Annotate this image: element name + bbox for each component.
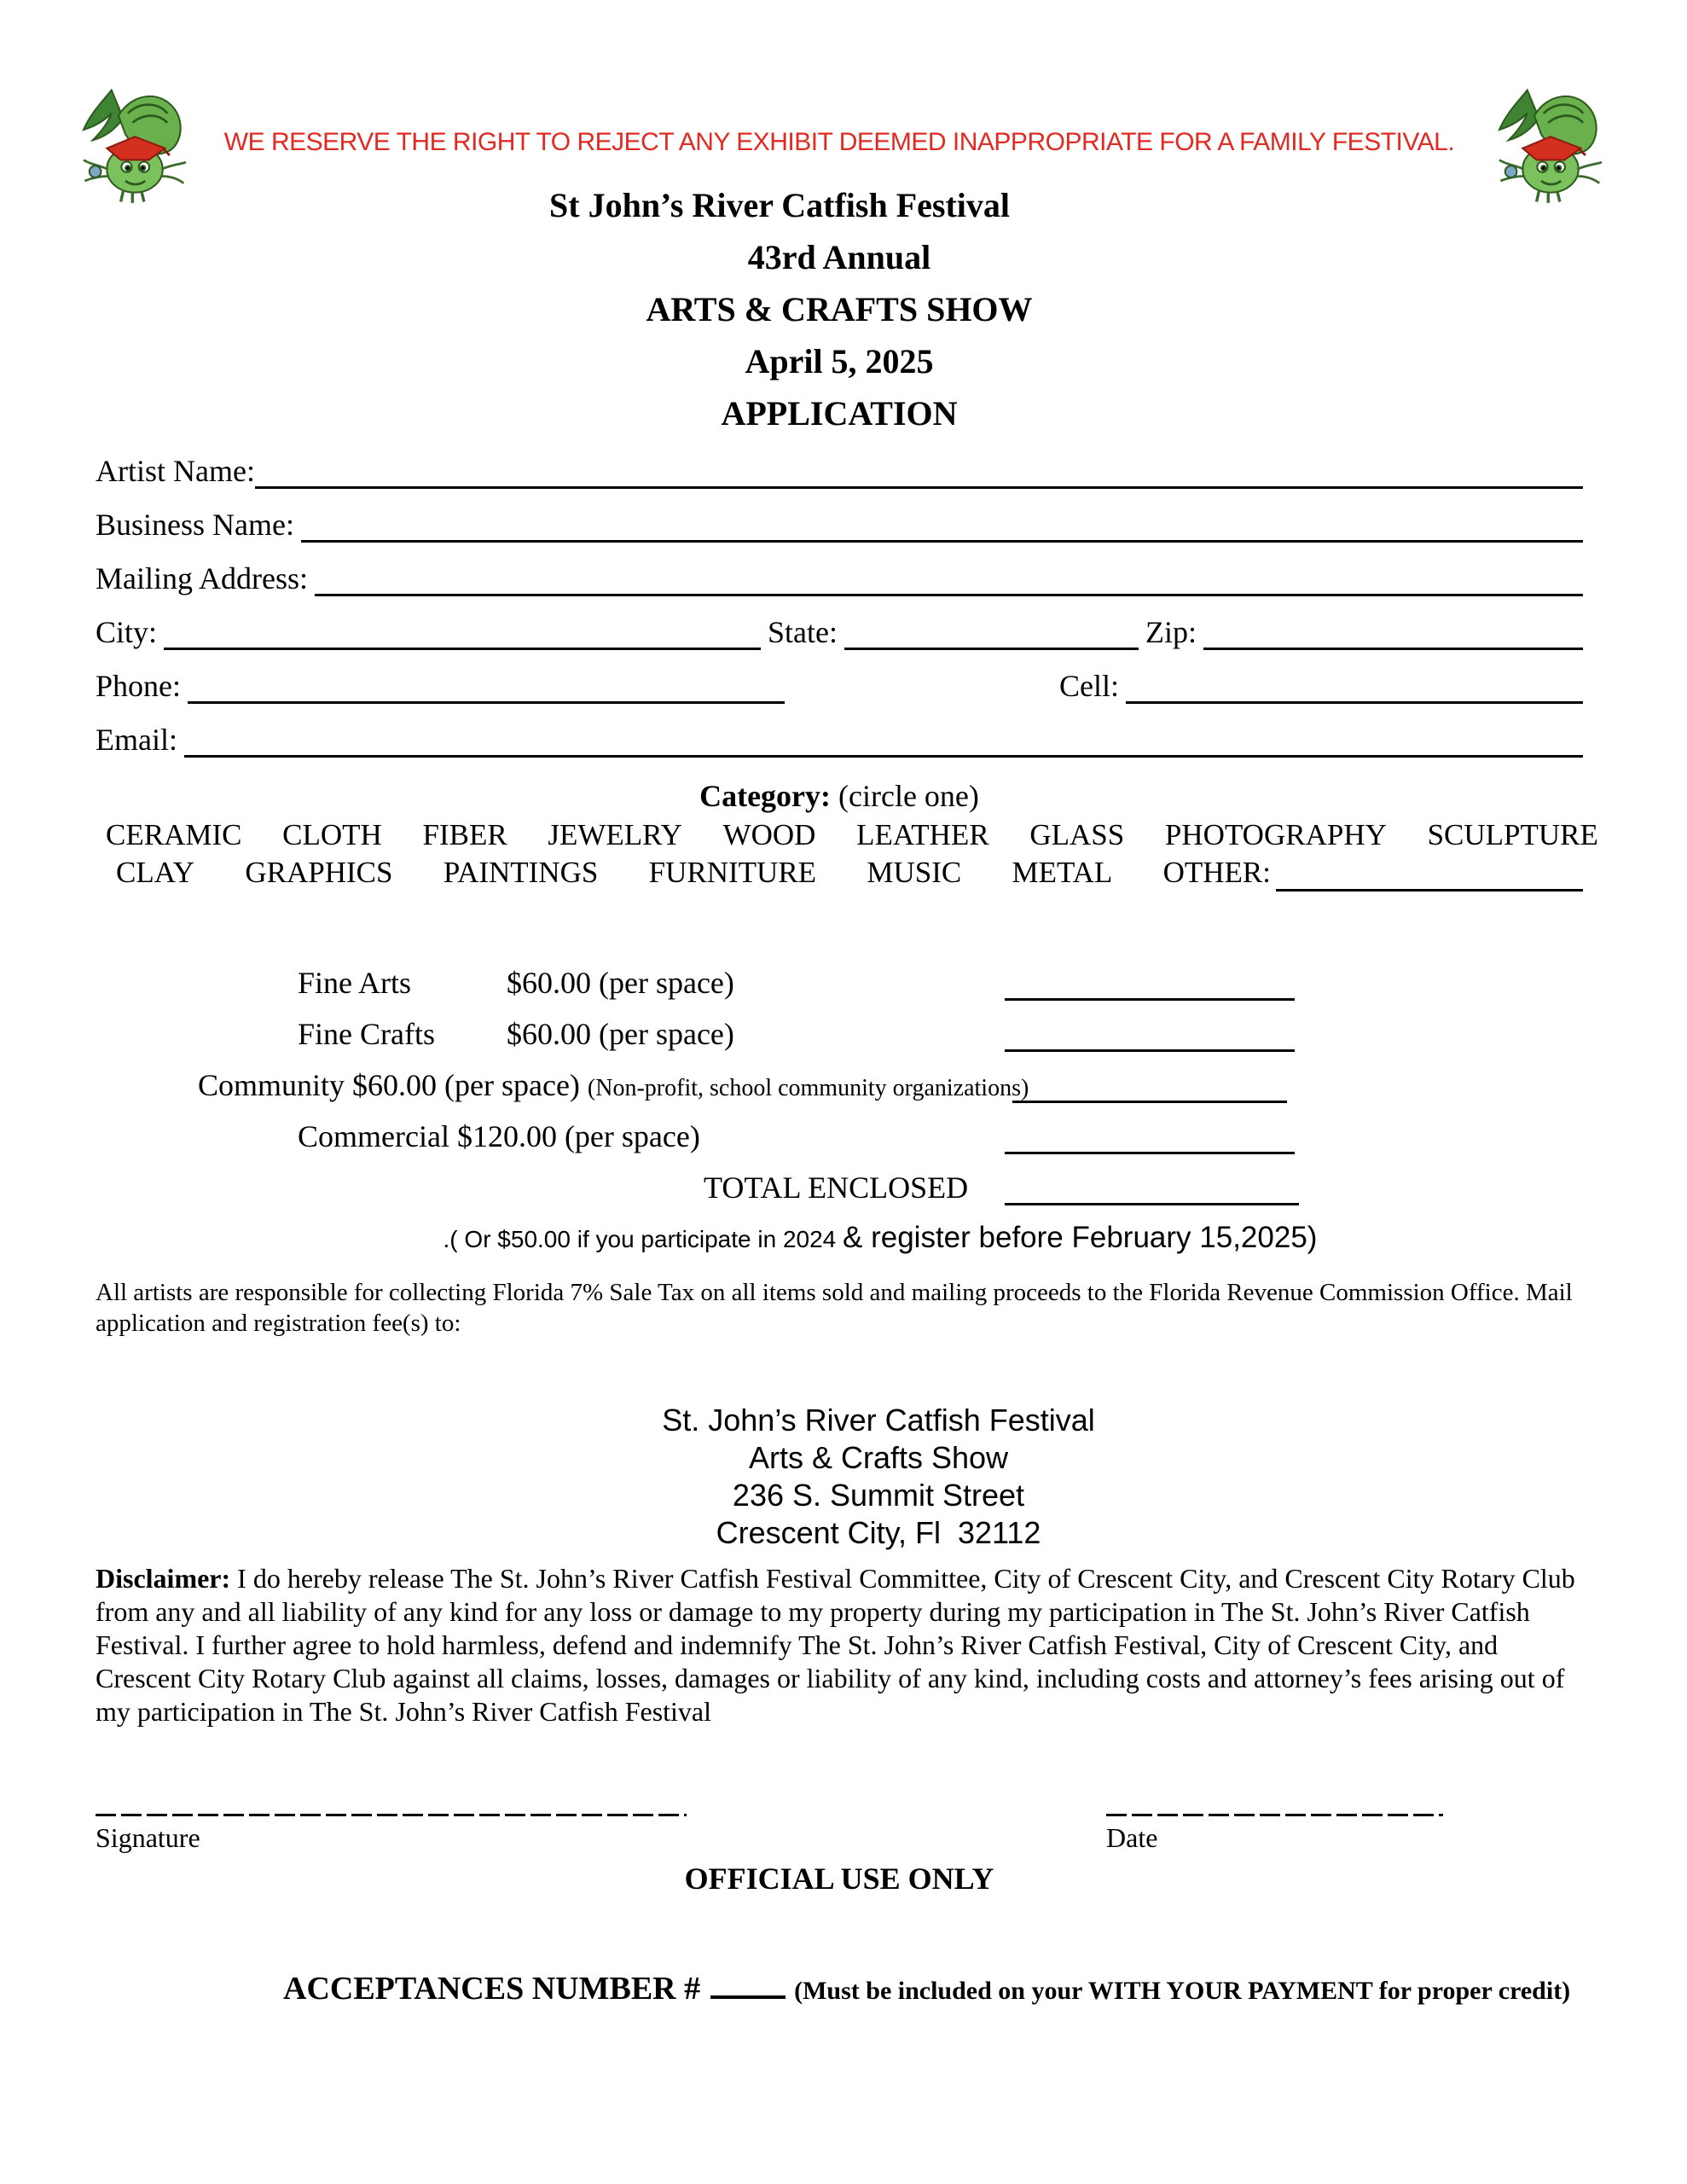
state-field bbox=[844, 648, 1139, 650]
fine-crafts-amount-field bbox=[1005, 1049, 1295, 1052]
community-amount-field bbox=[1012, 1101, 1287, 1103]
community-row bbox=[96, 1067, 1583, 1105]
sales-tax-note: All artists are responsible for collecting Florida 7% Sale Tax on all items sold and mailing proceeds to the Florida Revenue Commission Office. Mail application and registration fee(s) to: bbox=[96, 1279, 1573, 1337]
mailing-address-row bbox=[96, 561, 1583, 596]
state-label: State: bbox=[768, 615, 838, 649]
other-field bbox=[1276, 860, 1583, 892]
category-ceramic: CERAMIC bbox=[106, 818, 242, 851]
community-note: (Non-profit, school community organizations) bbox=[587, 1075, 1029, 1101]
total-enclosed-field bbox=[1005, 1203, 1299, 1205]
signature-date-lines bbox=[96, 1814, 1583, 1817]
disclaimer-text: I do hereby release The St. John’s River Catfish Festival Committee, City of Crescent City, and Crescent City Rotary Club from any and all liability of any kind for any loss or damage to my property during my participation in The St. John’s River Catfish Festival. I further agree to hold harmless, defend and indemnify The St. John’s River Catfish Festival, City of Crescent City, and Crescent City Rotary Club against all claims, losses, damages or liability of any kind, including costs and attorney’s fees arising out of my participation in The St. John’s River Catfish Festival bbox=[96, 1563, 1575, 1727]
category-music: MUSIC bbox=[867, 856, 962, 889]
total-enclosed-label: TOTAL ENCLOSED bbox=[704, 1170, 969, 1205]
mail-address-line: 236 S. Summit Street bbox=[732, 1478, 1025, 1513]
category-leather: LEATHER bbox=[856, 818, 989, 851]
other-label: OTHER: bbox=[1162, 856, 1271, 889]
business-name-row bbox=[96, 507, 1583, 543]
category-graphics: GRAPHICS bbox=[245, 856, 393, 889]
fine-crafts-price: $60.00 (per space) bbox=[507, 1017, 734, 1051]
fine-arts-row bbox=[96, 965, 1583, 1002]
date-label: Date bbox=[1106, 1822, 1158, 1853]
zip-field bbox=[1203, 648, 1583, 650]
signature-label: Signature bbox=[96, 1822, 200, 1853]
commercial-label: Commercial $120.00 (per space) bbox=[298, 1119, 700, 1153]
phone-cell-row bbox=[96, 668, 1583, 704]
mailing-address-label: Mailing Address: bbox=[96, 561, 308, 595]
phone-field bbox=[188, 701, 785, 704]
date-field bbox=[1106, 1814, 1443, 1816]
business-name-label: Business Name: bbox=[96, 508, 294, 542]
category-photography: PHOTOGRAPHY bbox=[1164, 818, 1387, 851]
category-metal: METAL bbox=[1012, 856, 1113, 889]
early-registration-note bbox=[136, 1221, 1624, 1255]
mail-address-line: Arts & Crafts Show bbox=[748, 1440, 1009, 1475]
zip-label: Zip: bbox=[1145, 615, 1197, 649]
category-cloth: CLOTH bbox=[282, 818, 382, 851]
acceptance-number-field bbox=[710, 1972, 786, 1999]
business-name-field bbox=[301, 540, 1583, 543]
category-fiber: FIBER bbox=[422, 818, 507, 851]
title-date: April 5, 2025 bbox=[745, 342, 934, 380]
disclaimer-label: Disclaimer: bbox=[96, 1563, 231, 1594]
page-title: St John’s River Catfish Festival bbox=[549, 186, 1010, 224]
mail-to-address bbox=[135, 1402, 1622, 1552]
category-clay: CLAY bbox=[116, 856, 195, 889]
signature-field bbox=[96, 1814, 687, 1816]
signature-date-labels bbox=[96, 1822, 1583, 1854]
mail-address-line: Crescent City, Fl 32112 bbox=[716, 1515, 1041, 1550]
category-glass: GLASS bbox=[1029, 818, 1125, 851]
cell-field bbox=[1126, 701, 1583, 704]
category-row-1 bbox=[106, 816, 1598, 854]
family-festival-warning: WE RESERVE THE RIGHT TO REJECT ANY EXHIBIT DEEMED INAPPROPRIATE FOR A FAMILY FESTIVAL. bbox=[223, 128, 1455, 156]
acceptance-number-note: (Must be included on your WITH YOUR PAYMENT for proper credit) bbox=[794, 1977, 1571, 2005]
phone-label: Phone: bbox=[96, 669, 182, 703]
category-jewelry: JEWELRY bbox=[548, 818, 682, 851]
category-label: Category: bbox=[699, 779, 832, 813]
artist-name-label: Artist Name: bbox=[96, 454, 255, 488]
category-heading bbox=[96, 775, 1583, 816]
cell-label: Cell: bbox=[1059, 669, 1120, 703]
total-enclosed-row bbox=[96, 1170, 1583, 1207]
city-field bbox=[164, 648, 761, 650]
circle-one-note: (circle one) bbox=[838, 779, 979, 813]
acceptance-number-row bbox=[283, 1970, 1583, 2007]
city-label: City: bbox=[96, 615, 158, 649]
fine-crafts-row bbox=[96, 1016, 1583, 1054]
early-note-small: .( Or $50.00 if you participate in 2024 bbox=[443, 1226, 844, 1252]
category-sculpture: SCULPTURE bbox=[1427, 818, 1598, 851]
category-wood: WOOD bbox=[722, 818, 816, 851]
applicant-fields bbox=[96, 453, 1583, 758]
fee-section bbox=[96, 965, 1583, 1207]
category-row-2 bbox=[116, 854, 1583, 892]
fine-crafts-label: Fine Crafts bbox=[298, 1017, 435, 1051]
category-other bbox=[1163, 854, 1583, 892]
disclaimer-paragraph bbox=[96, 1562, 1583, 1728]
title-show: ARTS & CRAFTS SHOW bbox=[646, 290, 1033, 328]
email-field bbox=[184, 755, 1583, 758]
title-application: APPLICATION bbox=[721, 394, 958, 433]
acceptance-number-label: ACCEPTANCES NUMBER # bbox=[283, 1971, 701, 2007]
early-note-large: & register before February 15,2025) bbox=[843, 1221, 1318, 1254]
mail-address-line: St. John’s River Catfish Festival bbox=[662, 1403, 1095, 1438]
email-label: Email: bbox=[96, 723, 177, 757]
city-state-zip-row bbox=[96, 614, 1583, 650]
commercial-amount-field bbox=[1005, 1152, 1295, 1154]
email-row bbox=[96, 722, 1583, 758]
artist-name-field bbox=[255, 486, 1583, 489]
community-label: Community $60.00 (per space) bbox=[198, 1068, 580, 1102]
title-block bbox=[96, 179, 1583, 439]
commercial-row bbox=[96, 1118, 1583, 1156]
category-furniture: FURNITURE bbox=[648, 856, 817, 889]
fine-arts-price: $60.00 (per space) bbox=[507, 966, 734, 1000]
fine-arts-amount-field bbox=[1005, 998, 1295, 1001]
artist-name-row bbox=[96, 453, 1583, 489]
mailing-address-field bbox=[315, 594, 1583, 596]
title-annual: 43rd Annual bbox=[747, 238, 931, 276]
category-paintings: PAINTINGS bbox=[443, 856, 599, 889]
official-use-only-heading: OFFICIAL USE ONLY bbox=[684, 1862, 994, 1896]
fine-arts-label: Fine Arts bbox=[298, 966, 412, 1000]
